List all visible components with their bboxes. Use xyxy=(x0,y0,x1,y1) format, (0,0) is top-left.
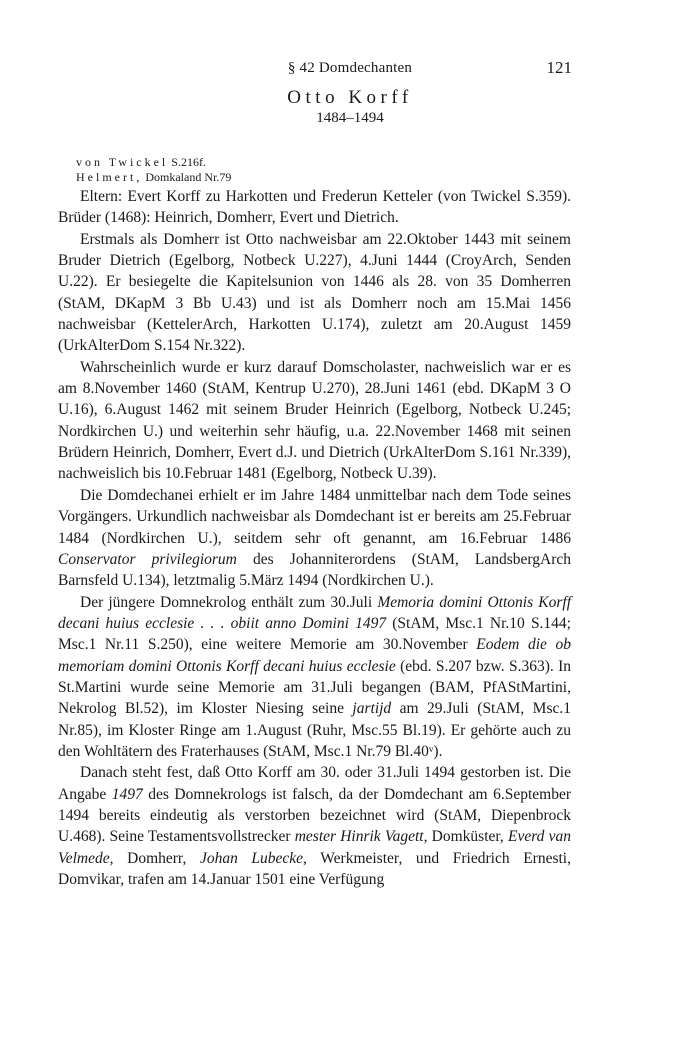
page-number: 121 xyxy=(546,58,572,77)
body-paragraph xyxy=(58,485,571,592)
body-paragraph xyxy=(58,229,571,357)
text-run: (ebd. S.207 bzw. S.363). In St.Martini wurde seine Memorie am 31.Juli begangen (BAM, PfAStMartini, Nekrolog Bl.52), im Kloster Niesing seine xyxy=(58,657,571,718)
text-run: Erstmals als Domherr ist Otto nachweisbar am 22.Oktober 1443 mit seinem Bruder Dietrich (Egelborg, Notbeck U.227), 4.Juni 1444 (CroyArch, Senden U.22). Er besiegelte die Kapitelsunion von 1446 als 28. von 35 Domherren (StAM, DKapM 3 Bb U.43) und ist als Domherr noch am 15.Mai 1456 nachweisbar (KettelerArch, Harkotten U.174), zuletzt am 20.August 1459 (UrkAlterDom S.154 Nr.322). xyxy=(58,230,571,355)
text-run: des Domnekrologs ist falsch, da der Domdechant am 6.September 1494 bereits eindeutig als verstorben bezeichnet wird (StAM, Diepenbrock U.468). Seine Testamentsvollstrecker xyxy=(58,785,572,846)
section-header: § 42 Domdechanten xyxy=(287,60,413,76)
italic-run: Memoria domini Ottonis Korff decani huius ecclesie . . . obiit anno Domini 1497 xyxy=(58,593,571,632)
italic-run: Everd van Velmede, xyxy=(58,828,571,867)
text-run: Der jüngere Domnekrolog enthält zum 30.Juli xyxy=(80,593,378,611)
italic-run: Johan Lubecke, xyxy=(199,849,307,867)
italic-run: Eodem die ob memoriam domini Ottonis Korff decani huius ecclesie xyxy=(58,636,572,675)
text-run: Die Domdechanei erhielt er im Jahre 1484 unmittelbar nach dem Tode seines Vorgängers. Urkundlich nachweisbar als Domdechant ist er bereits am 25.Februar 1484 (Nordkirchen U.), seitdem sehr oft genannt, am 16.Februar 1486 xyxy=(58,486,571,547)
italic-run: mester Hinrik Vagett, xyxy=(294,828,428,846)
body-paragraph xyxy=(58,186,571,229)
reference-author: von Twickel xyxy=(76,155,169,169)
entry-years: 1484–1494 xyxy=(316,110,384,126)
reference-author: Helmert, xyxy=(76,170,143,184)
literature-references xyxy=(76,155,231,185)
text-run: Domküster, xyxy=(427,828,508,846)
body-text xyxy=(58,186,571,890)
text-run: Danach steht fest, daß Otto Korff am 30. oder 31.Juli 1494 gestorben ist. Die Angabe xyxy=(58,764,571,803)
italic-run: Conservator privilegiorum xyxy=(58,550,237,568)
text-run: Domherr, xyxy=(113,849,200,867)
italic-run: 1497 xyxy=(111,785,143,803)
entry-title: Otto Korff xyxy=(287,87,413,108)
text-run: des Johanniterordens (StAM, LandsbergArch Barnsfeld U.134), letztmalig 5.März 1494 (Nordkirchen U.). xyxy=(58,550,571,590)
text-run: (StAM, Msc.1 Nr.10 S.144; Msc.1 Nr.11 S.250), eine weitere Memorie am 30.November xyxy=(58,614,571,654)
reference-detail: Domkaland Nr.79 xyxy=(145,170,232,184)
text-run: Eltern: Evert Korff zu Harkotten und Frederun Ketteler (von Twickel S.359). Brüder (1468): Heinrich, Domherr, Evert und Dietrich. xyxy=(58,188,571,227)
text-run: Wahrscheinlich wurde er kurz darauf Domscholaster, nachweislich war er es am 8.November 1460 (StAM, Kentrup U.270), 28.Juni 1461 (ebd. DKapM 3 O U.16), 6.August 1462 mit seinem Bruder Heinrich (Egelborg, Notbeck U.245; Nordkirchen U.) und weiterhin sehr häufig, u.a. 22.November 1468 mit seinen Brüdern Heinrich, Domherr, Evert d.J. und Dietrich (UrkAlterDom S.161 Nr.339), nachweislich bis 10.Februar 1481 (Egelborg, Notbeck U.39). xyxy=(58,358,571,483)
body-paragraph xyxy=(58,762,571,890)
body-paragraph xyxy=(58,592,571,763)
body-paragraph xyxy=(58,357,571,485)
reference-line xyxy=(76,155,231,170)
reference-detail: S.216f. xyxy=(171,155,206,169)
reference-line xyxy=(76,170,231,185)
italic-run: jartijd xyxy=(352,700,392,718)
text-run: am 29.Juli (StAM, Msc.1 Nr.85), im Kloster Ringe am 1.August (Ruhr, Msc.55 Bl.19). Er gehörte auch zu den Wohltätern des Fraterhauses (StAM, Msc.1 Nr.79 Bl.40ᵛ). xyxy=(58,700,571,760)
text-run: Werkmeister, und Friedrich Ernesti, Domvikar, trafen am 14.Januar 1501 eine Verfügung xyxy=(58,849,571,888)
